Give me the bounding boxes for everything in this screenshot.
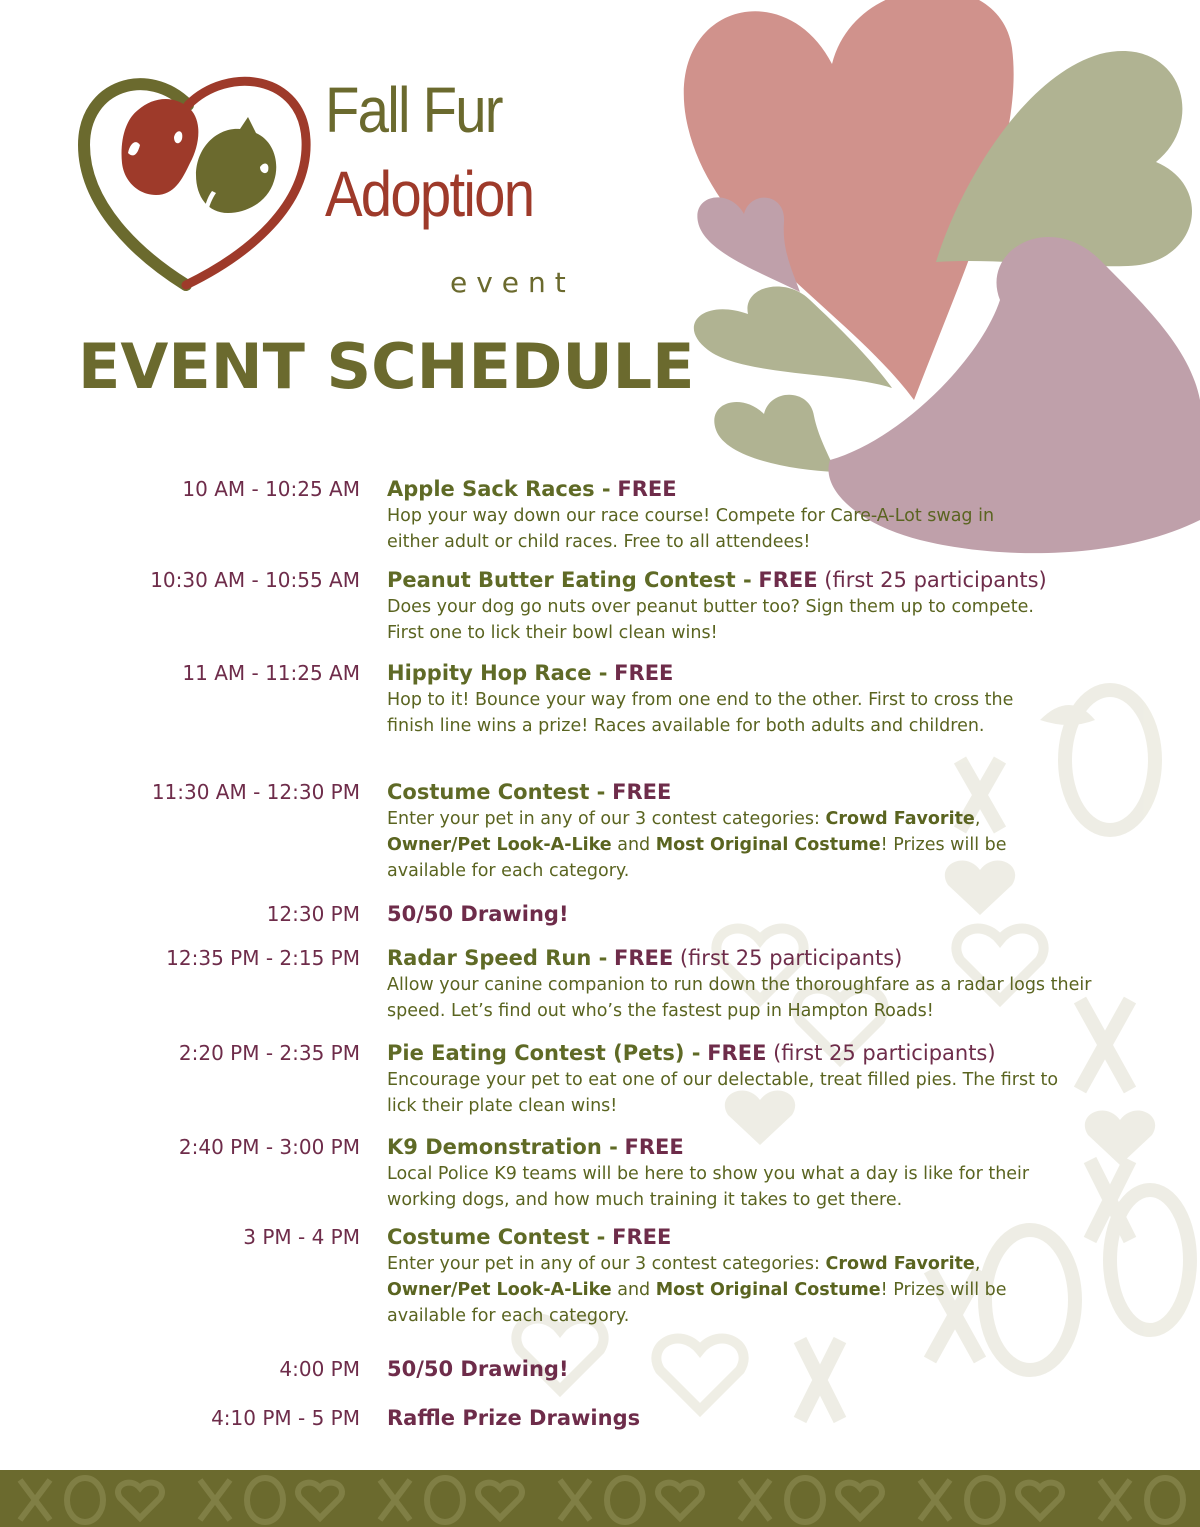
schedule-content: [387, 660, 1107, 739]
event-name: Peanut Butter Eating Contest -: [387, 568, 752, 592]
schedule-title: [387, 779, 1107, 805]
event-description: Hop to it! Bounce your way from one end to the other. First to cross the finish line wins a prize! Races available for both adults and children.: [387, 690, 1014, 736]
free-label: FREE: [758, 568, 818, 592]
free-label: FREE: [707, 1041, 767, 1065]
description-and: and: [617, 835, 651, 855]
schedule-time: 10 AM - 10:25 AM: [182, 477, 360, 501]
schedule-time: 12:35 PM - 2:15 PM: [166, 946, 360, 970]
event-description: Local Police K9 teams will be here to show you what a day is like for their working dogs, and how much training it takes to get there.: [387, 1164, 1030, 1210]
category-most-original-costume: Most Original Costume: [655, 835, 881, 855]
schedule-title: [387, 1134, 1107, 1160]
event-description: Allow your canine companion to run down the thoroughfare as a radar logs their speed. Let’s find out who’s the fastest pup in Hampton Roads!: [387, 975, 1092, 1021]
schedule-title: [387, 1356, 1107, 1382]
description-intro: Enter your pet in any of our 3 contest categories:: [387, 1254, 820, 1274]
free-label: FREE: [612, 780, 672, 804]
event-description: Enter your pet in any of our 3 contest categories: Crowd Favorite, Owner/Pet Look-A-Like and Most Original Costume! Prizes will be available for each category.: [387, 809, 1007, 881]
schedule-content: [387, 476, 1107, 555]
schedule-time: 10:30 AM - 10:55 AM: [150, 568, 360, 592]
schedule-content: [387, 1040, 1107, 1119]
category-most-original-costume: Most Original Costume: [655, 1280, 881, 1300]
schedule-time: 12:30 PM: [266, 902, 360, 926]
schedule-content: [387, 1356, 1107, 1382]
description-outro: ! Prizes will be available for each category.: [387, 1280, 1007, 1326]
event-name: 50/50 Drawing!: [387, 902, 569, 926]
free-label: FREE: [613, 946, 674, 970]
schedule-content: [387, 567, 1107, 646]
schedule-time: 3 PM - 4 PM: [243, 1225, 360, 1249]
event-name: Radar Speed Run -: [387, 946, 608, 970]
schedule-title: [387, 945, 1107, 971]
free-label: FREE: [617, 477, 677, 501]
event-description: Hop your way down our race course! Compete for Care-A-Lot swag in either adult or child races. Free to all attendees!: [387, 506, 995, 552]
schedule-title: [387, 1040, 1107, 1066]
schedule-title: [387, 1224, 1107, 1250]
category-owner-pet-look-a-like: Owner/Pet Look-A-Like: [387, 835, 612, 855]
event-description: Does your dog go nuts over peanut butter too? Sign them up to compete. First one to lick their bowl clean wins!: [387, 597, 1034, 643]
schedule-content: [387, 1134, 1107, 1213]
footer-band: [0, 1470, 1200, 1527]
schedule-content: [387, 901, 1107, 927]
schedule-content: [387, 945, 1107, 1024]
description-intro: Enter your pet in any of our 3 contest categories:: [387, 809, 820, 829]
schedule-title: [387, 1405, 1107, 1431]
schedule-time: 4:00 PM: [279, 1357, 360, 1381]
category-owner-pet-look-a-like: Owner/Pet Look-A-Like: [387, 1280, 612, 1300]
event-name: Raffle Prize Drawings: [387, 1406, 641, 1430]
brand-line-adoption: Adoption: [325, 158, 534, 230]
schedule-time: 11:30 AM - 12:30 PM: [151, 780, 360, 804]
event-name: Pie Eating Contest (Pets) -: [387, 1041, 701, 1065]
category-crowd-favorite: Crowd Favorite: [825, 1254, 975, 1274]
event-name: 50/50 Drawing!: [387, 1357, 569, 1381]
schedule-time: 4:10 PM - 5 PM: [211, 1406, 360, 1430]
event-name: Costume Contest -: [387, 780, 606, 804]
schedule-title: [387, 567, 1107, 593]
event-description: Enter your pet in any of our 3 contest categories: Crowd Favorite, Owner/Pet Look-A-Like and Most Original Costume! Prizes will be available for each category.: [387, 1254, 1007, 1326]
brand-line-event: event: [450, 266, 575, 299]
page-title: EVENT SCHEDULE: [78, 330, 695, 403]
free-label: FREE: [612, 1225, 672, 1249]
schedule-title: [387, 476, 1107, 502]
participant-note: (first 25 participants): [824, 568, 1047, 592]
brand-line-fall-fur: Fall Fur: [325, 74, 502, 146]
free-label: FREE: [614, 661, 674, 685]
event-name: K9 Demonstration -: [387, 1135, 618, 1159]
participant-note: (first 25 participants): [679, 946, 903, 970]
participant-note: (first 25 participants): [773, 1041, 996, 1065]
schedule-title: [387, 660, 1107, 686]
schedule-time: 11 AM - 11:25 AM: [182, 661, 360, 685]
schedule-content: [387, 1224, 1107, 1329]
category-crowd-favorite: Crowd Favorite: [825, 809, 975, 829]
event-name: Costume Contest -: [387, 1225, 606, 1249]
schedule-content: [387, 1405, 1107, 1431]
schedule-content: [387, 779, 1107, 884]
schedule-title: [387, 901, 1107, 927]
event-description: Encourage your pet to eat one of our delectable, treat filled pies. The first to lick their plate clean wins!: [387, 1070, 1059, 1116]
description-and: and: [617, 1280, 651, 1300]
schedule-time: 2:20 PM - 2:35 PM: [178, 1041, 360, 1065]
event-name: Hippity Hop Race -: [387, 661, 608, 685]
free-label: FREE: [624, 1135, 684, 1159]
event-name: Apple Sack Races -: [387, 477, 611, 501]
schedule-time: 2:40 PM - 3:00 PM: [178, 1135, 360, 1159]
description-outro: ! Prizes will be available for each category.: [387, 835, 1007, 881]
xo-footer-pattern: [0, 1470, 1200, 1527]
